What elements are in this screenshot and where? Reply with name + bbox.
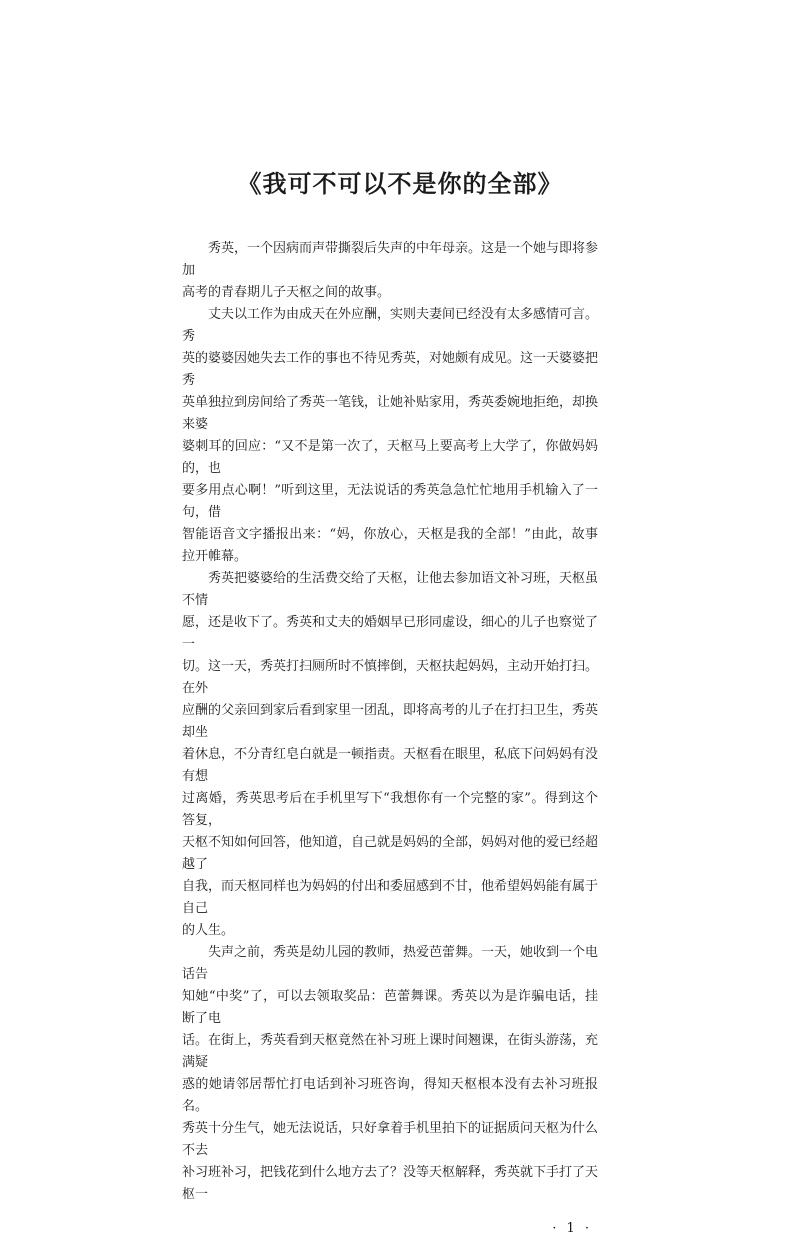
text-line: 英单独拉到房间给了秀英一笔钱，让她补贴家用，秀英委婉地拒绝，却换来婆 [182, 395, 599, 432]
text-line: 秀英，一个因病而声带撕裂后失声的中年母亲。这是一个她与即将参加 [182, 241, 599, 278]
text-line: 智能语音文字播报出来：“妈，你放心，天枢是我的全部！”由此，故事拉开帷幕。 [182, 527, 598, 564]
page-number: · 1 · [552, 1221, 592, 1236]
text-line: 惑的她请邻居帮忙打电话到补习班咨询，得知天枢根本没有去补习班报名。 [182, 1077, 598, 1114]
text-line: 知她“中奖”了，可以去领取奖品：芭蕾舞课。秀英以为是诈骗电话，挂断了电 [182, 989, 598, 1026]
page-content [182, 238, 598, 1258]
text-line: 过离婚，秀英思考后在手机里写下“我想你有一个完整的家”。得到这个答复， [182, 791, 598, 828]
text-line: 切。这一天，秀英打扫厕所时不慎摔倒，天枢扶起妈妈，主动开始打扫。在外 [182, 659, 599, 696]
text-line: 应酬的父亲回到家后看到家里一团乱，即将高考的儿子在打扫卫生，秀英却坐 [182, 703, 599, 740]
paragraph [182, 568, 598, 942]
text-line: 话。在街上，秀英看到天枢竟然在补习班上课时间翘课，在街头游荡，充满疑 [182, 1033, 599, 1070]
paragraph [182, 238, 598, 304]
text-line: 丈夫以工作为由成天在外应酬，实则夫妻间已经没有太多感情可言。秀 [182, 307, 599, 344]
paragraph [182, 304, 598, 568]
text-line: 要多用点心啊！”听到这里，无法说话的秀英急急忙忙地用手机输入了一句，借 [182, 483, 598, 520]
text-line: 失声之前，秀英是幼儿园的教师，热爱芭蕾舞。一天，她收到一个电话告 [182, 945, 599, 982]
text-line: 着休息，不分青红皂白就是一顿指责。天枢看在眼里，私底下问妈妈有没有想 [182, 747, 599, 784]
text-line: 天枢不知如何回答，他知道，自己就是妈妈的全部，妈妈对他的爱已经超越了 [182, 835, 599, 872]
body-text [182, 238, 598, 1206]
text-line: 的人生。 [182, 923, 235, 938]
text-line: 婆刺耳的回应：“又不是第一次了，天枢马上要高考上大学了，你做妈妈的，也 [182, 439, 598, 476]
text-line: 秀英十分生气，她无法说话，只好拿着手机里拍下的证据质问天枢为什么不去 [182, 1121, 599, 1158]
text-line: 补习班补习，把钱花到什么地方去了？没等天枢解释，秀英就下手打了天枢一 [182, 1165, 599, 1202]
text-line: 自我，而天枢同样也为妈妈的付出和委屈感到不甘，他希望妈妈能有属于自己 [182, 879, 599, 916]
text-line: 高考的青春期儿子天枢之间的故事。 [182, 285, 391, 300]
text-line: 愿，还是收下了。秀英和丈夫的婚姻早已形同虚设，细心的儿子也察觉了一 [182, 615, 599, 652]
text-line: 秀英把婆婆给的生活费交给了天枢，让他去参加语文补习班，天枢虽不情 [182, 571, 599, 608]
paragraph [182, 942, 598, 1206]
text-line: 英的婆婆因她失去工作的事也不待见秀英，对她颇有成见。这一天婆婆把秀 [182, 351, 599, 388]
page-title: 《我可不可以不是你的全部》 [237, 169, 563, 198]
